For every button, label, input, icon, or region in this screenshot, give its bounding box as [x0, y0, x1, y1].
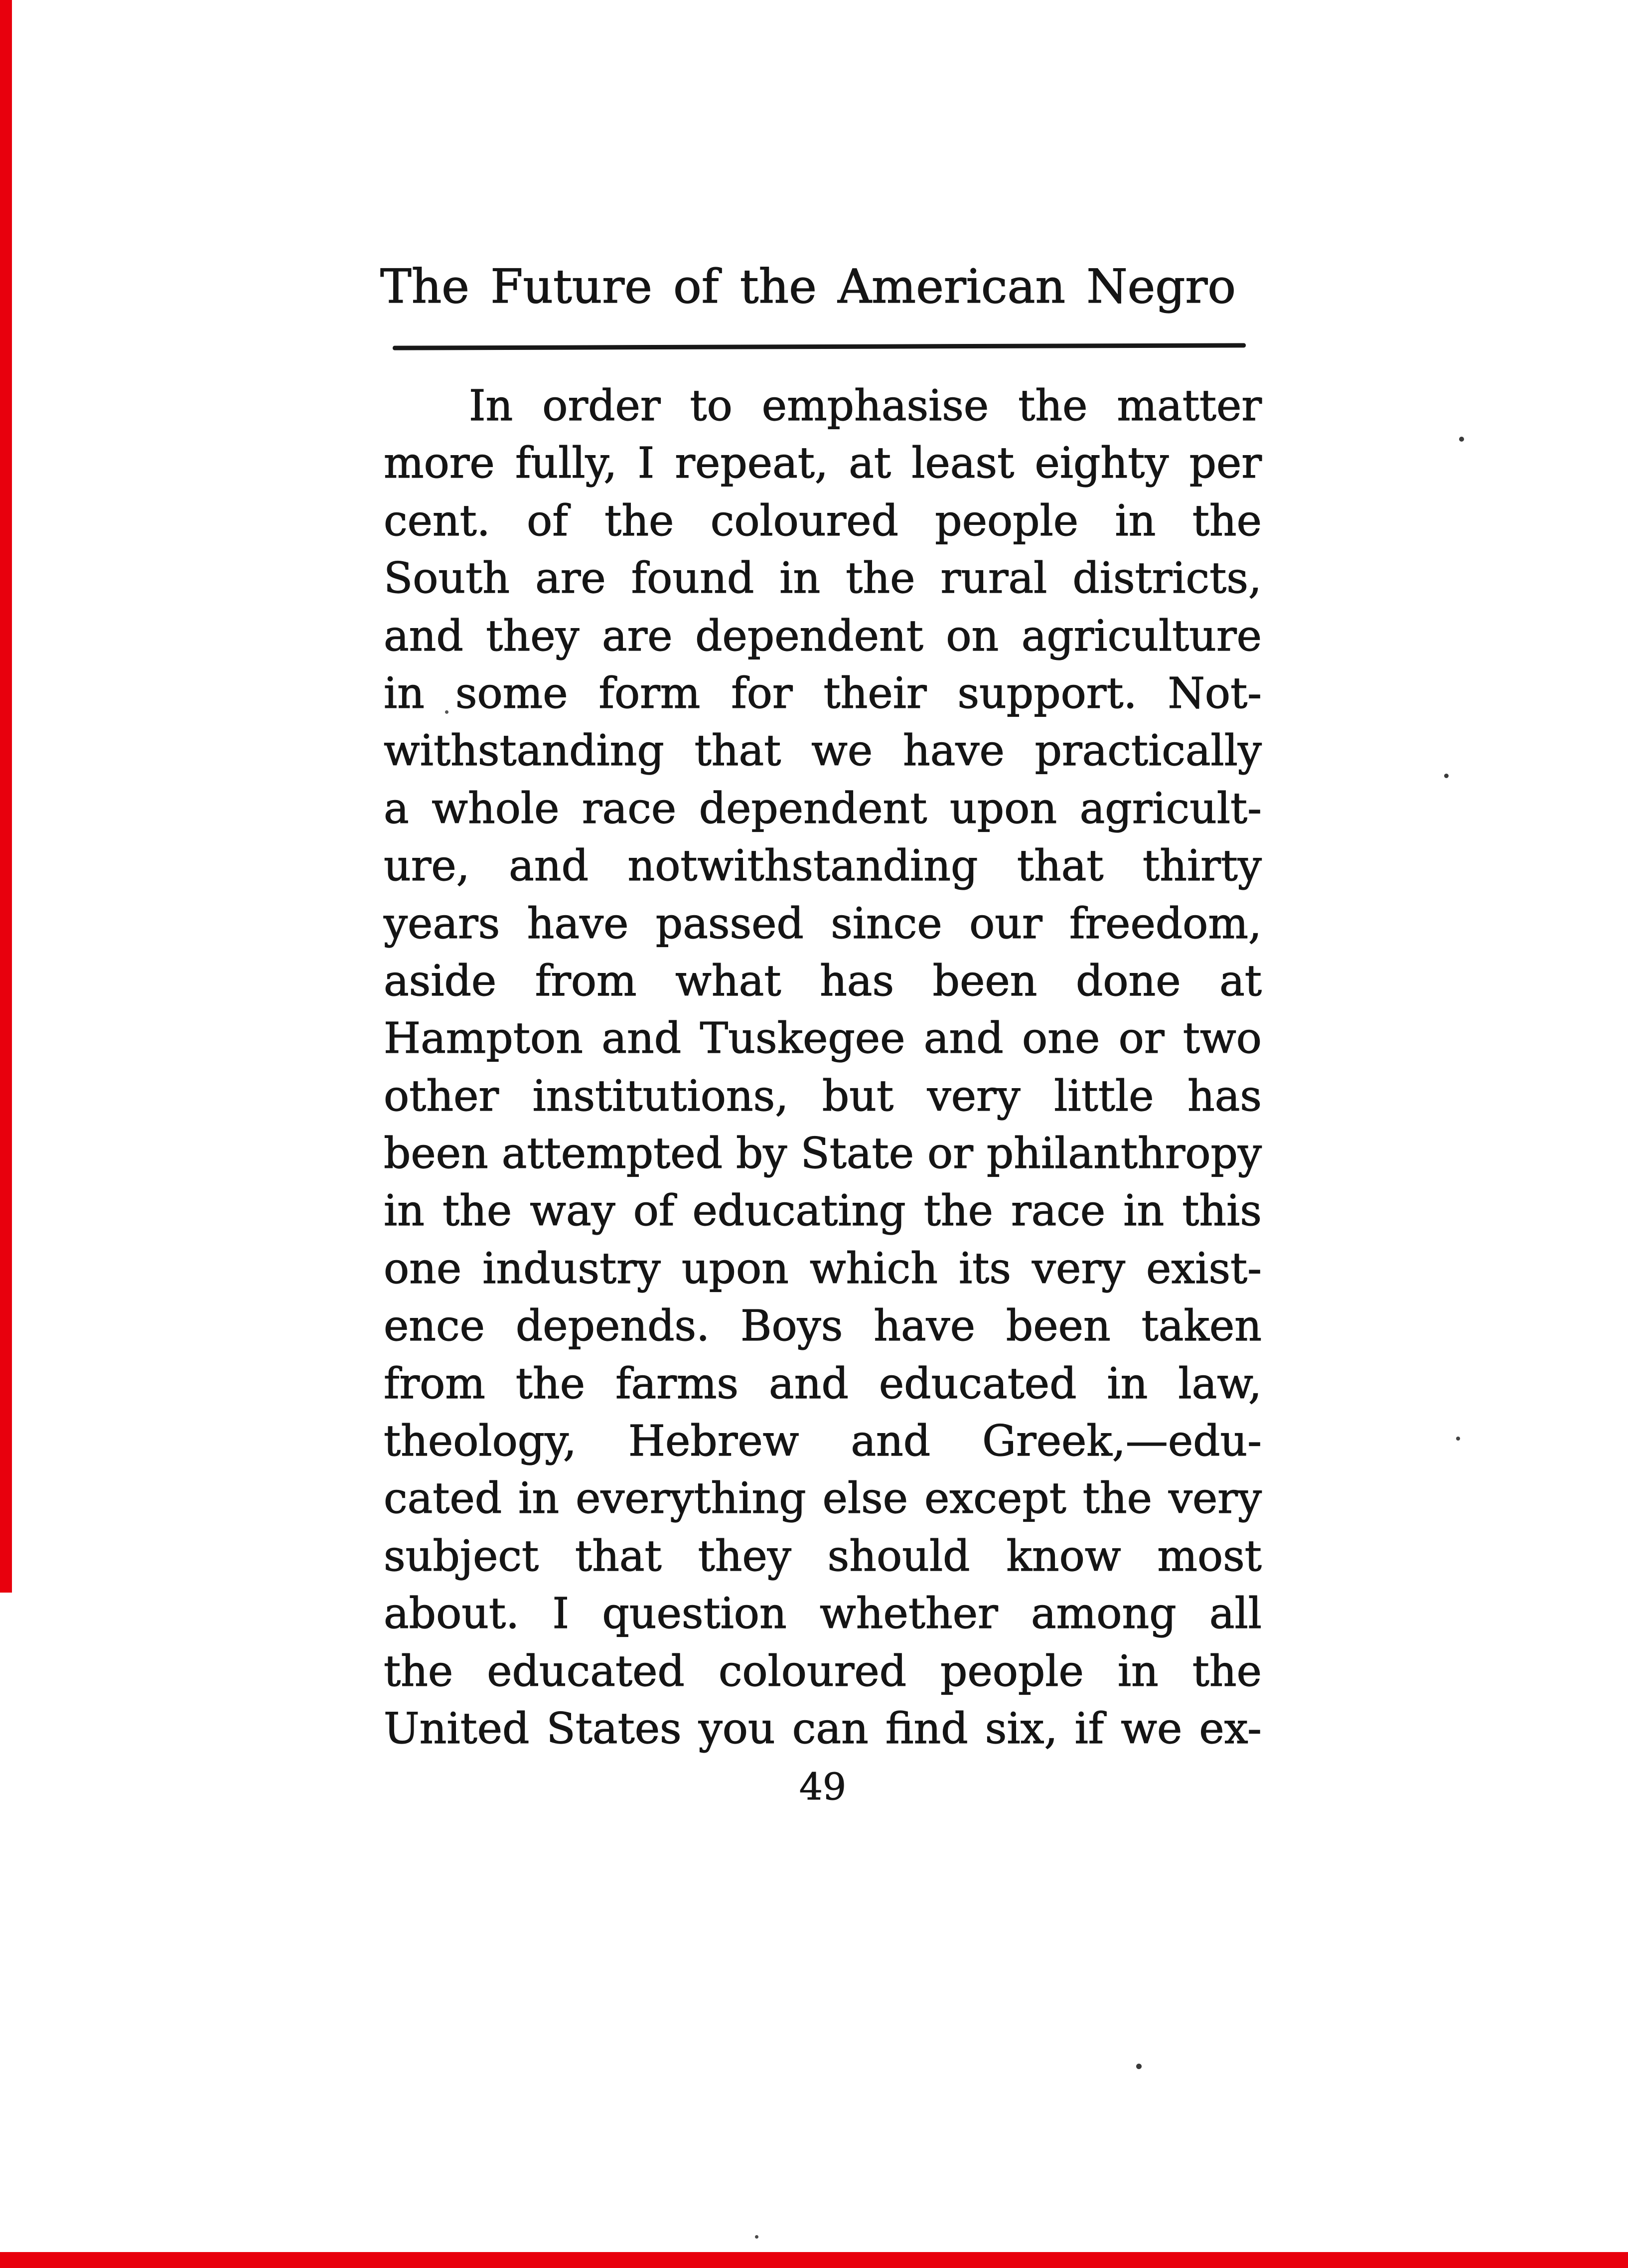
word: in — [1117, 1646, 1159, 1696]
word: taken — [1141, 1301, 1262, 1351]
word: whether — [820, 1589, 998, 1639]
word: emphasise — [761, 381, 989, 431]
word: all — [1209, 1589, 1262, 1639]
word: from — [384, 1359, 485, 1409]
word: people — [935, 496, 1079, 546]
word: the — [1082, 1474, 1152, 1524]
word: one — [1022, 1014, 1100, 1064]
word: fully, — [515, 439, 617, 488]
word: The — [380, 260, 469, 314]
text-line — [384, 377, 1262, 435]
word: support. — [957, 668, 1137, 718]
ink-speck — [1456, 1437, 1460, 1441]
word: some — [455, 668, 568, 718]
text-line — [384, 1125, 1262, 1182]
word: on — [946, 611, 999, 661]
word: their — [823, 668, 927, 718]
word: has — [820, 956, 894, 1006]
word: been — [932, 956, 1037, 1006]
word: ex- — [1199, 1704, 1262, 1754]
word: farms — [615, 1359, 739, 1409]
text-line — [384, 1470, 1262, 1527]
word: educating — [692, 1186, 906, 1236]
word: of — [633, 1186, 675, 1236]
word: order — [542, 381, 661, 431]
word: aside — [384, 956, 497, 1006]
text-line — [384, 550, 1262, 607]
word: are — [535, 554, 606, 604]
word: in — [518, 1474, 560, 1524]
word: the — [384, 1646, 453, 1696]
word: our — [969, 899, 1042, 949]
word: a — [384, 784, 409, 833]
text-line — [384, 492, 1262, 550]
word: more — [384, 439, 495, 488]
text-line — [384, 1700, 1262, 1758]
word: dependent — [695, 611, 923, 661]
word: been — [1006, 1301, 1111, 1351]
word: and — [923, 1014, 1004, 1064]
word: States — [546, 1704, 682, 1754]
word: practically — [1035, 726, 1262, 776]
word: we — [1121, 1704, 1183, 1754]
word: for — [731, 668, 793, 718]
word: coloured — [718, 1646, 907, 1696]
word: found — [631, 554, 754, 604]
word: are — [601, 611, 673, 661]
word: the — [604, 496, 674, 546]
word: South — [384, 554, 510, 604]
word: districts, — [1072, 554, 1262, 604]
word: you — [698, 1704, 775, 1754]
word: of — [673, 260, 719, 314]
text-line — [384, 1297, 1262, 1355]
word: or — [1118, 1014, 1165, 1064]
ink-speck — [755, 2235, 758, 2239]
word: In — [468, 381, 513, 431]
word: in — [1123, 1186, 1165, 1236]
word: least — [911, 439, 1015, 488]
word: educated — [487, 1646, 685, 1696]
word: have — [903, 726, 1005, 776]
word: to — [690, 381, 733, 431]
text-line — [384, 953, 1262, 1010]
word: depends. — [515, 1301, 710, 1351]
text-line — [384, 665, 1262, 722]
word: eighty — [1035, 439, 1169, 488]
text-line — [384, 1240, 1262, 1297]
header-divider-rule — [393, 343, 1246, 350]
word: upon — [681, 1244, 789, 1294]
word: the — [1192, 1646, 1262, 1696]
word: way — [530, 1186, 615, 1236]
word: everything — [576, 1474, 806, 1524]
word: that — [694, 726, 781, 776]
text-line — [384, 1413, 1262, 1470]
word: can — [792, 1704, 869, 1754]
word: Boys — [740, 1301, 843, 1351]
word: its — [959, 1244, 1011, 1294]
text-line — [384, 1528, 1262, 1585]
running-head-title — [380, 261, 1236, 313]
word: has — [1187, 1071, 1262, 1121]
word: attempted — [501, 1129, 723, 1179]
text-line — [384, 608, 1262, 665]
ink-speck — [1444, 774, 1449, 778]
word: other — [384, 1071, 499, 1121]
text-line — [384, 895, 1262, 953]
word: the — [846, 554, 915, 604]
word: little — [1054, 1071, 1154, 1121]
word: Greek,—edu- — [982, 1417, 1262, 1466]
word: very — [927, 1071, 1021, 1121]
word: cated — [384, 1474, 502, 1524]
word: coloured — [710, 496, 898, 546]
word: rural — [940, 554, 1047, 604]
word: in — [779, 554, 821, 604]
word: Negro — [1086, 260, 1236, 314]
word: freedom, — [1069, 899, 1262, 949]
word: should — [827, 1531, 970, 1581]
word: that — [575, 1531, 662, 1581]
left-edge-scan-artifact — [0, 0, 12, 1593]
word: the — [515, 1359, 586, 1409]
word: the — [1018, 381, 1088, 431]
word: done — [1075, 956, 1181, 1006]
word: question — [602, 1589, 787, 1639]
word: at — [1219, 956, 1262, 1006]
word: per — [1189, 439, 1262, 488]
text-line — [384, 1355, 1262, 1413]
word: exist- — [1146, 1244, 1262, 1294]
ink-speck — [445, 710, 448, 714]
word: and — [384, 611, 463, 661]
word: Hampton — [384, 1014, 583, 1064]
word: six, — [985, 1704, 1058, 1754]
text-line — [384, 1010, 1262, 1067]
word: they — [486, 611, 580, 661]
word: agricult- — [1079, 784, 1262, 833]
word: thirty — [1143, 841, 1262, 891]
word: in — [1115, 496, 1156, 546]
word: theology, — [384, 1417, 577, 1466]
word: else — [822, 1474, 908, 1524]
word: very — [1168, 1474, 1262, 1524]
text-line — [384, 435, 1262, 492]
word: we — [811, 726, 873, 776]
word: Not- — [1168, 668, 1262, 718]
word: law, — [1178, 1359, 1262, 1409]
word: I — [637, 439, 655, 488]
word: been — [384, 1129, 488, 1179]
word: matter — [1117, 381, 1262, 431]
word: passed — [655, 899, 804, 949]
word: and — [509, 841, 589, 891]
word: or — [927, 1129, 973, 1179]
word: ure, — [384, 841, 470, 891]
word: the — [442, 1186, 512, 1236]
word: the — [740, 260, 817, 314]
word: American — [838, 260, 1066, 314]
word: notwithstanding — [627, 841, 978, 891]
word: Tuskegee — [700, 1014, 905, 1064]
word: by — [736, 1129, 787, 1179]
text-line — [384, 1643, 1262, 1700]
word: about. — [384, 1589, 520, 1639]
paragraph-indent — [384, 377, 440, 435]
word: know — [1006, 1531, 1121, 1581]
word: at — [849, 439, 891, 488]
word: that — [1017, 841, 1104, 891]
word: race — [1011, 1186, 1106, 1236]
word: and — [851, 1417, 931, 1466]
word: educated — [879, 1359, 1077, 1409]
text-line — [384, 1182, 1262, 1240]
word: the — [1192, 496, 1262, 546]
word: and — [769, 1359, 849, 1409]
word: State — [800, 1129, 914, 1179]
word: philanthropy — [986, 1129, 1262, 1179]
word: from — [535, 956, 637, 1006]
word: form — [598, 668, 701, 718]
body-text-block — [384, 377, 1262, 1758]
word: two — [1183, 1014, 1262, 1064]
word: whole — [432, 784, 560, 833]
text-line — [384, 1068, 1262, 1125]
word: United — [384, 1704, 530, 1754]
text-line — [384, 1585, 1262, 1642]
word: industry — [482, 1244, 661, 1294]
word: they — [698, 1531, 791, 1581]
word: in — [384, 668, 425, 718]
word: upon — [950, 784, 1057, 833]
word: repeat, — [675, 439, 828, 488]
word: this — [1182, 1186, 1262, 1236]
word: have — [527, 899, 629, 949]
word: people — [940, 1646, 1084, 1696]
word: of — [527, 496, 568, 546]
word: withstanding — [384, 726, 664, 776]
word: but — [822, 1071, 894, 1121]
word: which — [809, 1244, 938, 1294]
word: one — [384, 1244, 462, 1294]
word: except — [924, 1474, 1066, 1524]
word: race — [582, 784, 677, 833]
word: the — [923, 1186, 993, 1236]
ink-speck — [1459, 437, 1464, 442]
word: cent. — [384, 496, 490, 546]
bottom-edge-scan-artifact — [0, 2252, 1628, 2268]
word: years — [384, 899, 500, 949]
text-line — [384, 780, 1262, 837]
word: institutions, — [532, 1071, 789, 1121]
word: Future — [490, 260, 652, 314]
word: what — [675, 956, 781, 1006]
word: in — [384, 1186, 425, 1236]
word: find — [885, 1704, 968, 1754]
word: ence — [384, 1301, 485, 1351]
word: very — [1032, 1244, 1125, 1294]
word: agriculture — [1021, 611, 1262, 661]
word: most — [1157, 1531, 1262, 1581]
ink-speck — [1136, 2064, 1142, 2069]
word: dependent — [699, 784, 927, 833]
page-number: 49 — [799, 1766, 847, 1808]
word: Hebrew — [628, 1417, 799, 1466]
word: if — [1074, 1704, 1104, 1754]
text-line — [384, 837, 1262, 895]
word: have — [874, 1301, 975, 1351]
word: among — [1031, 1589, 1177, 1639]
word: since — [831, 899, 942, 949]
word: and — [601, 1014, 682, 1064]
word: subject — [384, 1531, 539, 1581]
text-line — [384, 722, 1262, 780]
word: I — [552, 1589, 570, 1639]
word: in — [1107, 1359, 1148, 1409]
